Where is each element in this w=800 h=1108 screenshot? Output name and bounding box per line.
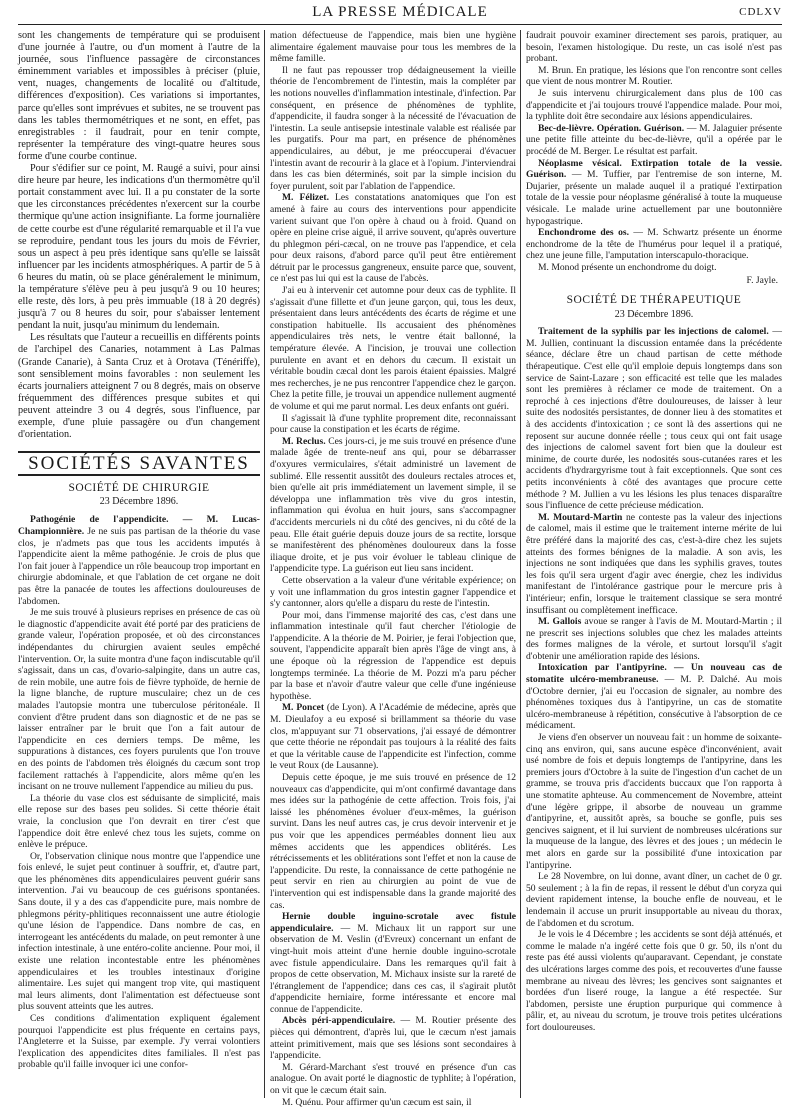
paragraph: [18, 514, 260, 607]
paragraph: [526, 616, 782, 662]
speaker-name: M. Poncet: [282, 702, 325, 714]
paragraph: Il s'agissait là d'une typhlite proprement dite, reconnaissant pour cause la constipation et les écarts de régime.: [270, 412, 516, 436]
author-signature: F. Jayle.: [746, 275, 778, 287]
paragraph: sont les changements de température qui se produisent d'une journée à l'autre, ou d'un moment à l'autre de la journée, sous l'influence passagère de circonstances éminemment variables et impossibles à préciser (pluie, vent, nuages, changements de localité ou d'altitude, différences d'exposition). Ces variations si importantes, parce qu'elles sont imprévues et subites, ne se trouvent pas dans les tables thermométriques et ne sont, en effet, pas enregistrables : il faudrait, pour en tenir compte, représenter la température des vingt-quatre heures sous forme d'une courbe continue.: [18, 30, 260, 162]
paragraph: Ces conditions d'alimentation expliquent également pourquoi l'appendicite est plus fréquente en certains pays, l'Angleterre et la Suisse, par exemple. J'y verrai volontiers l'explication des appendicites dites familiales. Il n'est pas probable qu'il faille invoquer ici une confor-: [18, 1013, 260, 1071]
paragraph: Or, l'observation clinique nous montre que l'appendice une fois enlevé, le sujet peut continuer à souffrir, et, d'autre part, que les phénomènes dits appendiculaires peuvent guérir sans intervention. J'ai vu beaucoup de ces guérisons spontanées. Sans doute, il y a des cas d'appendicite pure, mais nombre de phlegmons périty-phlitiques reconnaissent une autre étiologie qu'une lésion de l'appendice. Dans nombre de cas, en interrogeant les antécédents du malade, on peut remonter à une infection intestinale, à une entéro-colite ancienne. Pour moi, il existe une relation incontestable entre les phénomènes appendiculaires et les troubles intestinaux d'origine alimentaire. Les sujet qui mangent trop vite, qui mastiquent mal leurs aliments, dont l'alimentation est défectueuse sont plus souvent atteints que les autres.: [18, 850, 260, 1013]
society-heading: SOCIÉTÉ DE CHIRURGIE: [68, 482, 210, 495]
column-divider: [264, 30, 265, 1098]
article-title: Bec-de-lièvre. Opération. Guérison.: [538, 122, 685, 134]
paragraph: faudrait pouvoir examiner directement ses parois, pratiquer, au besoin, l'examen histologique. Du reste, un cas isolé n'est pas probant.: [526, 30, 782, 65]
paragraph-text: — M. Michaux lit un rapport sur une observation de M. Veslin (d'Evreux) concernant un enfant de vingt-huit mois atteint d'une hernie double inguino-scrotale avec fistule appendiculaire. Dans les remarques qu'il fait à propos de cette observation, M. Michaux insiste sur la rareté de l'étranglement de l'appendice; dans ces cas, il s'agirait plutôt d'appendicite herniaire, forme intéressante et encore mal connue de l'appendicite.: [270, 922, 516, 1015]
paragraph: Il ne faut pas repousser trop dédaigneusement la vieille théorie de l'encombrement de l'intestin, mais la compléter par les notions nouvelles d'inflammation intestinale, d'infection. Par conséquent, en présence de phénomènes de typhlite, d'appendicite, il faudra songer à la nécessité de l'évacuation de l'intestin. La seule antisepsie intestinale valable est réalisée par les purgatifs. Pour ma part, en présence de phénomènes appendiculaires, au début, je me préoccuperai d'évacuer l'intestin avant de recourir à la glace et à l'opium. J'interviendrai dans les cas bien déterminés, soit par la simple incision du foyer purulent, soit par l'ablation de l'appendice.: [270, 64, 516, 192]
speaker-name: M. Félizet.: [282, 192, 330, 204]
paragraph: Depuis cette époque, je me suis trouvé en présence de 12 nouveaux cas d'appendicite, qui m'ont confirmé davantage dans mes idées sur la pathogénie de cette affection. Trois fois, j'ai laissé les phénomènes évoluer d'eux-mêmes, la guérison survint. Dans les neuf autres cas, je crus devoir intervenir et je pus voir que les appendices perméables donnent lieu aux mêmes accidents que les appendices oblitérés. Les rétrécissements et les oblitérations sont l'effet et non la cause de l'appendicite. Du reste, la connaissance de cette pathogénie ne peut servir en rien au chirurgien au point de vue de l'intervention qui est indispensable dans la grande majorité des cas.: [270, 772, 516, 911]
paragraph-text: — M. Jalaguier présente une petite fille atteinte du bec-de-lièvre, qu'il a opérée par le procédé de M. Berger. Le résultat est parfait.: [526, 122, 782, 157]
session-date: 23 Décembre 1896.: [614, 308, 694, 320]
speaker-name: M. Gallois: [538, 616, 582, 628]
paragraph: Cette observation a la valeur d'une véritable expérience; on y voit une inflammation du gros intestin gagner l'appendice et s'y cantonner, alors qu'elle a disparu du reste de l'intestin.: [270, 574, 516, 610]
paragraph-text: (de Lyon). A l'Académie de médecine, après que M. Dieulafoy a eu exposé si brillamment sa théorie du vase clos, m'appuyant sur 71 observations, j'ai essayé de démontrer que cette théorie ne répondait pas toujours à la réalité des faits et que la véritable cause de l'appendicite est l'infection, comme le veut Roux (de Lausanne).: [270, 702, 516, 772]
paragraph: Je me suis trouvé à plusieurs reprises en présence de cas où le diagnostic d'appendicite avait été porté par des praticiens de grande valeur, l'opération proposée, et où des circonstances indépendantes du chirurgien avaient seules empêché l'intervention. Or, la suite montra d'une façon indiscutable qu'il s'agissait, dans un cas, d'ovario-salpingite, dans un autre cas, de rein mobile, une autre fois de fièvre typhoïde, de hernie de la ligne blanche, de rupture musculaire; chez un de ces malades l'autopsie montra une tuberculose péritonéale. Il convient d'être prudent dans son diagnostic et de ne pas se laisser entraîner par le bruit que l'on a fait autour de l'appendicite en ces derniers temps. De même, les suppurations à distances, ces foyers purulents que l'on trouve en des points de l'abdomen très éloignés du cæcum sont trop facilement rattachés à l'appendicite, alors même qu'en les incisant on ne trouve nullement l'appendice au milieu du pus.: [18, 607, 260, 793]
article-title: Traitement de la syphilis par les injections de calomel.: [538, 326, 769, 338]
paragraph-text: — M. Jullien, continuant la discussion entamée dans la précédente séance, déclare être un chaud partisan de cette méthode thérapeutique. C'est elle qu'il emploie depuis longtemps dans son service de Saint-Lazare ; son efficacité est telle que les malades sont les premières à réclamer ce mode de traitement. On a reproché à ces injections d'être douloureuses, de laisser à leur suite des nodosités persistantes, de donner lieu à des stomatites et à des accidents d'intoxication ; ce sont là des assertions qui ne reposent sur aucune donnée réelle ; tous ceux qui ont fait usage des injections de calomel savent fort bien que la douleur est minime, de courte durée, les nodosités sous-cutanées rares et les accidents d'hydrargyrisme tout à fait exceptionnels. Que sont ces petits inconvénients à côté des avantages que procure cette méthode ? M. Jullien a vu les lésions les plus tenaces disparaître sous l'influence de cette précieuse médication.: [526, 326, 782, 512]
paragraph: [270, 436, 516, 575]
article-title: Enchondrome des os.: [538, 227, 630, 239]
paragraph: M. Monod présente un enchondrome du doigt.: [538, 261, 717, 273]
paragraph-text: — M. Routier présente des pièces qui démontrent, d'après lui, que le cæcum n'est jamais atteint primitivement, mais que ses lésions sont secondaires à l'appendicite.: [270, 1015, 516, 1062]
paragraph: Je le vois le 4 Décembre ; les accidents se sont déjà atténués, et comme le malade n'a ingéré cette fois que 0 gr. 50, ils n'ont du reste pas été aussi violents qu'auparavant. Cependant, je constate des ulcérations larges comme des pois, et recouvertes d'une fausse membrane au niveau des lèvres; les gencives sont saignantes et bordées d'un liseré rouge, la langue a été respectée. Sur l'abdomen, persiste une éruption purpurique qui commence à pâlir, et, au niveau du scrotum, je trouve trois petites ulcérations fort douloureuses.: [526, 929, 782, 1033]
paragraph-text: Ces jours-ci, je me suis trouvé en présence d'une malade âgée de trente-neuf ans qui, pour se débarrasser d'oxyures vermiculaires, s'était administré un lavement de sublimé. Elle ressentit aussitôt des douleurs rectales atroces et, bien qu'elle ait pris immédiatement un lavement simple, il se développa une inflammation très vive du gros intestin, inflammation qui évolua en huit jours, sans s'accompagner d'accidents mercuriels ni du côté des gencives, ni du côté de la peau. Elle était guérie depuis douze jours de sa rectite, lorsque se manifestèrent des phénomènes douloureux dans la fosse iliaque droite, et je pus voir évoluer le tableau clinique de l'appendicite type. La guérison eut lieu sans incident.: [270, 435, 516, 575]
article-title: Néoplasme vésical. Extirpation totale de la vessie. Guérison.: [526, 157, 782, 181]
paragraph: [526, 326, 782, 512]
paragraph: M. Gérard-Marchant s'est trouvé en présence d'un cas analogue. On avait porté le diagnostic de typhlite; à l'opération, on vit que le cæcum était sain.: [270, 1061, 516, 1097]
paragraph: Pour moi, dans l'immense majorité des cas, c'est dans une inflammation intestinale qu'il faut chercher l'étiologie de l'appendicite. A la théorie de M. Poirier, je ferai l'objection que, souvent, l'appendicite apparaît bien après l'âge de vingt ans, à une époque où la régression de l'appendice est depuis longtemps terminée. La théorie de M. Pozzi m'a paru pécher par la base et n'avoir d'autre valeur que celle d'une ingénieuse hypothèse.: [270, 609, 516, 702]
paragraph: [526, 158, 782, 228]
paragraph: [270, 702, 516, 772]
paragraph: [270, 1015, 516, 1061]
paragraph: Je suis intervenu chirurgicalement dans plus de 100 cas d'appendicite et j'ai toujours trouvé l'appendice malade. Pour moi, la typhlite doit être secondaire aux lésions appendiculaires.: [526, 87, 782, 123]
paragraph: [526, 662, 782, 732]
paragraph: [526, 227, 782, 262]
speaker-name: M. Reclus.: [282, 435, 326, 447]
paragraph-text: Les constatations anatomiques que l'on est amené à faire au cours des interventions pour appendicite varient suivant que l'on opère à chaud ou à froid. Quand on opère en pleine crise aiguë, il arrive souvent, qu'après ouverture du phlegmon péri-cæcal, on ne trouve pas l'appendice, et cela pour deux raisons, d'abord parce qu'il peut être entièrement détruit par le processus gangreneux, ensuite parce que, souvent, ce n'est pas lui qui est la cause de l'abcès.: [270, 192, 516, 285]
paragraph: [526, 123, 782, 158]
paragraph: La théorie du vase clos est séduisante de simplicité, mais elle repose sur des bases peu solides. Si cette théorie était vraie, la conclusion que l'on devrait en tirer c'est que l'appendice doit être enlevé chez tous les sujets, comme on enlève le prépuce.: [18, 792, 260, 851]
paragraph: [270, 192, 516, 285]
paragraph-text: — M. P. Dalché. Au mois d'Octobre dernier, j'ai eu l'occasion de signaler, au nombre des phénomènes toxiques dus à l'antipyrine, un cas de stomatite ulcéro-membraneuse à répétition, consécutive à l'absorption de ce médicament.: [526, 674, 782, 732]
paragraph: [270, 911, 516, 1015]
paragraph: [526, 512, 782, 616]
paragraph: Les résultats que l'auteur a recueillis en différents points de l'archipel des Canaries, notamment à Las Palmas (Grande Canarie), à Santa Cruz et à Orotava (Ténériffe), sont sensiblement moins favorables : non seulement les écarts journaliers atteignent 7 ou 8 degrés, mais on observe fréquemment des différences presque subites et qui peuvent atteindre 3 ou 4 degrés, sous l'influence, par exemple, d'une pluie passagère ou d'un changement d'orientation.: [18, 332, 260, 441]
column-divider: [520, 30, 521, 1098]
article-title: Intoxication par l'antipyrine. — Un nouveau cas de stomatite ulcéro-membraneuse.: [526, 662, 782, 686]
article-title: Pathogénie de l'appendicite. — M. Lucas-Championnière.: [18, 514, 260, 538]
paragraph: M. Brun. En pratique, les lésions que l'on rencontre sont celles que vient de nous montrer M. Routier.: [526, 64, 782, 88]
paragraph-text: Je ne suis pas partisan de la théorie du vase clos, je n'admets pas que tous les accidents imputés à l'appendicite aient la même pathogénie. Je crois de plus que l'on fait jouer à l'appendice un rôle beaucoup trop important en chirurgie abdominale, et que l'ablation de cet organe ne doit pas être la panacée de toutes les affections douloureuses de l'abdomen.: [18, 526, 260, 607]
speaker-name: M. Moutard-Martin: [538, 511, 623, 523]
session-date: 23 Décembre 1896.: [99, 496, 179, 508]
column-3: [526, 30, 782, 1100]
paragraph-text: avoue se ranger à l'avis de M. Moutard-Martin ; il ne prescrit ses injections solubles que chez les malades atteints des formes malignes de la vérole, et surtout lorsqu'il s'agit d'obtenir une amélioration rapide des lésions.: [526, 616, 782, 662]
paragraph-text: ne conteste pas la valeur des injections de calomel, mais il estime que le traitement interne mérite de lui être préféré dans la majorité des cas, c'est-à-dire chez les sujets atteints des formes bénignes de la maladie. A son avis, les injections ne sont indiquées que dans les syphilis graves, toutes les fois qu'il sera urgent d'agir avec énergie, chez les individus manifestant de l'intolérance gastrique pour le mercure pris à l'intérieur; enfin, lorsque le traitement classique se sera montré insuffisant ou complètement inefficace.: [526, 511, 782, 616]
article-title: Hernie double inguino-scrotale avec fistule appendiculaire.: [270, 911, 516, 934]
paragraph: Je viens d'en observer un nouveau fait : un homme de soixante-cinq ans environ, qui, sans aucune espèce d'inconvénient, avait usé nombre de fois et depuis longtemps de l'antipyrine, dans les premiers jours d'Octobre à la suite de l'ingestion d'un cachet de un gramme, se trouva pris d'accidents buccaux que l'on rapporta à une stomatite aphteuse. Au commencement de Novembre, atteint d'une légère grippe, il absorbe de nouveau un gramme d'antipyrine, et, aussitôt après, sa bouche se gonfle, puis ses gencives saignent, et il lui survient de nombreuses ulcérations sur la muqueuse de la langue, des lèvres et des joues ; un médecin le met alors en garde sur la possibilité d'une intoxication par l'antipyrine.: [526, 732, 782, 871]
paragraph-text: — M. Tuffier, par l'entremise de son interne, M. Dujarier, présente un malade auquel il a pratiqué l'extirpation totale de la vessie pour néoplasme généralisé à toute la muqueuse vésicale. Le malade urine actuellement par une boutonnière hypogastrique.: [526, 169, 782, 227]
paragraph-text: — M. Schwartz présente un énorme enchondrome de la tête de l'humérus pour lequel il a pratiqué, chez une jeune fille, l'amputation interscapulo-thoracique.: [526, 227, 783, 262]
running-header: [18, 4, 782, 26]
article-title: Abcès péri-appendiculaire.: [282, 1015, 396, 1027]
page-number: CDLXV: [739, 6, 782, 18]
paragraph: Le 28 Novembre, on lui donne, avant dîner, un cachet de 0 gr. 50 seulement ; à la fin de repas, il ressent le début d'un coryza qui devient rapidement intense, la bouche enfle de nouveau, et le lendemain il accuse un prurit insupportable au niveau du thorax, de l'abdomen et du scrotum.: [526, 871, 782, 929]
paragraph: Pour s'édifier sur ce point, M. Raugé a suivi, pour ainsi dire heure par heure, les indications d'un thermomètre qu'il portait constamment avec lui. Il a pu constater de la sorte que les circonstances précédentes n'exercent sur la courbe thermique qu'une action insignifiante. La forme journalière de cette courbe est d'une régularité remarquable et il l'a vue se reproduire, pendant tous les jours du mois de Février, sous un aspect à peu près identique sans qu'elle se laissât influencer par les incidents atmosphériques. A partir de 5 à 6 heures du matin, où se place généralement le minimum, la température s'élève peu à peu jusqu'à 9 ou 10 heures; elle reste, dès lors, à peu près immuable (18 à 20 degrés) jusqu'à 7 ou 8 heures du soir, pour s'abaisser lentement pendant la nuit, jusqu'au minimum du lendemain.: [18, 163, 260, 332]
header-rule: [18, 24, 782, 25]
paragraph: M. Quénu. Pour affirmer qu'un cæcum est sain, il: [282, 1096, 472, 1108]
society-heading: SOCIÉTÉ DE THÉRAPEUTIQUE: [566, 294, 742, 307]
paragraph: J'ai eu à intervenir cet automne pour deux cas de typhlite. Il s'agissait d'une fillette et d'un jeune garçon, qui, tous les deux, présentaient dans leurs antécédents des écarts de régime et une constipation habituelle. Ils accusaient des phénomènes appendiculaires très nets, le ventre était ballonné, la température élevée. A l'incision, je trouvai une collection purulente en avant et en dehors du cæcum. Il existait un véritable boudin cæcal dont les parois étaient épaissies. Malgré mes recherches, je ne pus rencontrer l'appendice chez le garçon. Chez la petite fille, je trouvai un appendice nullement augmenté de volume et qui me parut normal. Les deux enfants ont guéri.: [270, 285, 516, 412]
section-heading: SOCIÉTÉS SAVANTES: [18, 451, 260, 476]
paragraph: mation défectueuse de l'appendice, mais bien une hygiène alimentaire également mauvaise pour tous les membres de la même famille.: [270, 30, 516, 65]
journal-title: LA PRESSE MÉDICALE: [312, 4, 488, 20]
column-1: [18, 30, 260, 1100]
column-2: [270, 30, 516, 1108]
